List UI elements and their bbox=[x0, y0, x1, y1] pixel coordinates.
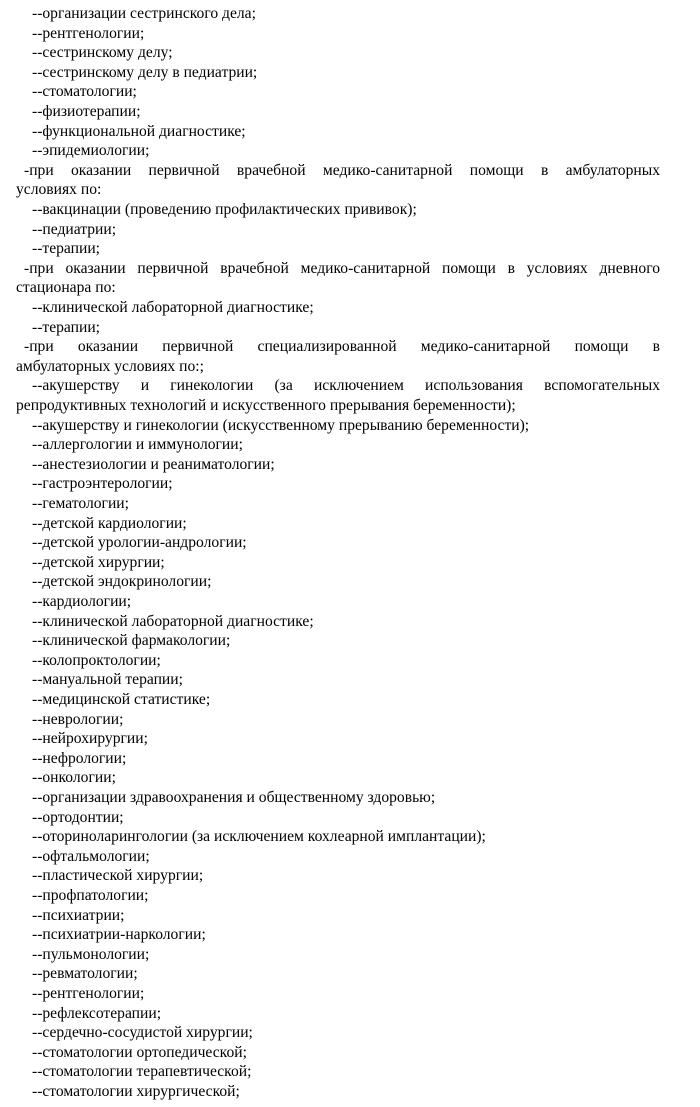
text-line: --ревматологии; bbox=[32, 965, 138, 983]
text-line: --терапии; bbox=[32, 318, 101, 336]
text-line: --эпидемиологии; bbox=[32, 142, 150, 160]
text-line: --терапии; bbox=[32, 240, 101, 258]
text-line: --детской эндокринологии; bbox=[32, 573, 212, 591]
text-line: --рентгенологии; bbox=[32, 985, 145, 1002]
text-line: репродуктивных технологий и искусственного прерывания беременности); bbox=[16, 397, 516, 414]
text-line: --стоматологии хирургической; bbox=[32, 1083, 240, 1100]
text-line: -при оказании первичной врачебной медико-санитарной помощи в условиях дневного bbox=[24, 259, 660, 277]
text-line: --ортодонтии; bbox=[32, 808, 124, 826]
text-line: --сестринскому делу в педиатрии; bbox=[32, 63, 258, 81]
text-line: --организации сестринского дела; bbox=[32, 5, 256, 22]
text-line: --оториноларингологии (за исключением кохлеарной имплантации); bbox=[32, 828, 486, 846]
text-line: --офтальмологии; bbox=[32, 847, 150, 865]
text-line: --мануальной терапии; bbox=[32, 671, 183, 689]
text-line: --физиотерапии; bbox=[32, 103, 141, 120]
text-line: --рентгенологии; bbox=[32, 24, 145, 42]
text-line: --сестринскому делу; bbox=[32, 44, 173, 62]
text-line: --организации здравоохранения и общественному здоровью; bbox=[32, 789, 436, 806]
text-line: --неврологии; bbox=[32, 710, 124, 728]
text-line: --стоматологии; bbox=[32, 83, 137, 101]
text-line: -при оказании первичной специализированной медико-санитарной помощи в bbox=[24, 338, 660, 356]
text-line: --колопроктологии; bbox=[32, 651, 161, 669]
text-line: --стоматологии терапевтической; bbox=[32, 1063, 252, 1081]
text-line: --профпатологии; bbox=[32, 887, 149, 904]
text-line: --детской урологии-андрологии; bbox=[32, 534, 247, 552]
text-line: --детской хирургии; bbox=[32, 553, 165, 571]
text-line: --сердечно-сосудистой хирургии; bbox=[32, 1024, 253, 1042]
text-line: -при оказании первичной врачебной медико-санитарной помощи в амбулаторных bbox=[24, 161, 660, 179]
text-line: --кардиологии; bbox=[32, 593, 132, 610]
text-line: --детской кардиологии; bbox=[32, 514, 187, 532]
text-line: --анестезиологии и реаниматологии; bbox=[32, 455, 275, 473]
text-line: --медицинской статистике; bbox=[32, 691, 211, 708]
text-line: --стоматологии ортопедической; bbox=[32, 1043, 247, 1061]
text-line: условиях по: bbox=[16, 181, 102, 199]
text-line: --гематологии; bbox=[32, 495, 129, 512]
text-line: --клинической лабораторной диагностике; bbox=[32, 299, 314, 316]
text-line: --пластической хирургии; bbox=[32, 867, 204, 885]
text-line: --гастроэнтерологии; bbox=[32, 475, 173, 493]
text-line: --аллергологии и иммунологии; bbox=[32, 436, 243, 454]
text-line: --педиатрии; bbox=[32, 220, 117, 238]
text-line: --нейрохирургии; bbox=[32, 730, 148, 748]
text-line: --психиатрии; bbox=[32, 906, 125, 924]
text-line: --рефлексотерапии; bbox=[32, 1004, 162, 1022]
text-line: --акушерству и гинекологии (искусственному прерыванию беременности); bbox=[32, 416, 530, 434]
text-line: --акушерству и гинекологии (за исключением использования вспомогательных bbox=[32, 377, 660, 395]
text-line: --клинической лабораторной диагностике; bbox=[32, 612, 314, 630]
text-line: --клинической фармакологии; bbox=[32, 632, 231, 650]
text-line: --психиатрии-наркологии; bbox=[32, 926, 206, 944]
text-line: --онкологии; bbox=[32, 769, 116, 787]
text-line: --вакцинации (проведению профилактических прививок); bbox=[32, 201, 417, 218]
text-line: амбулаторных условиях по:; bbox=[16, 357, 204, 375]
text-line: стационара по: bbox=[16, 279, 116, 297]
text-line: --нефрологии; bbox=[32, 749, 127, 767]
text-line: --пульмонологии; bbox=[32, 945, 150, 963]
text-line: --функциональной диагностике; bbox=[32, 122, 246, 140]
